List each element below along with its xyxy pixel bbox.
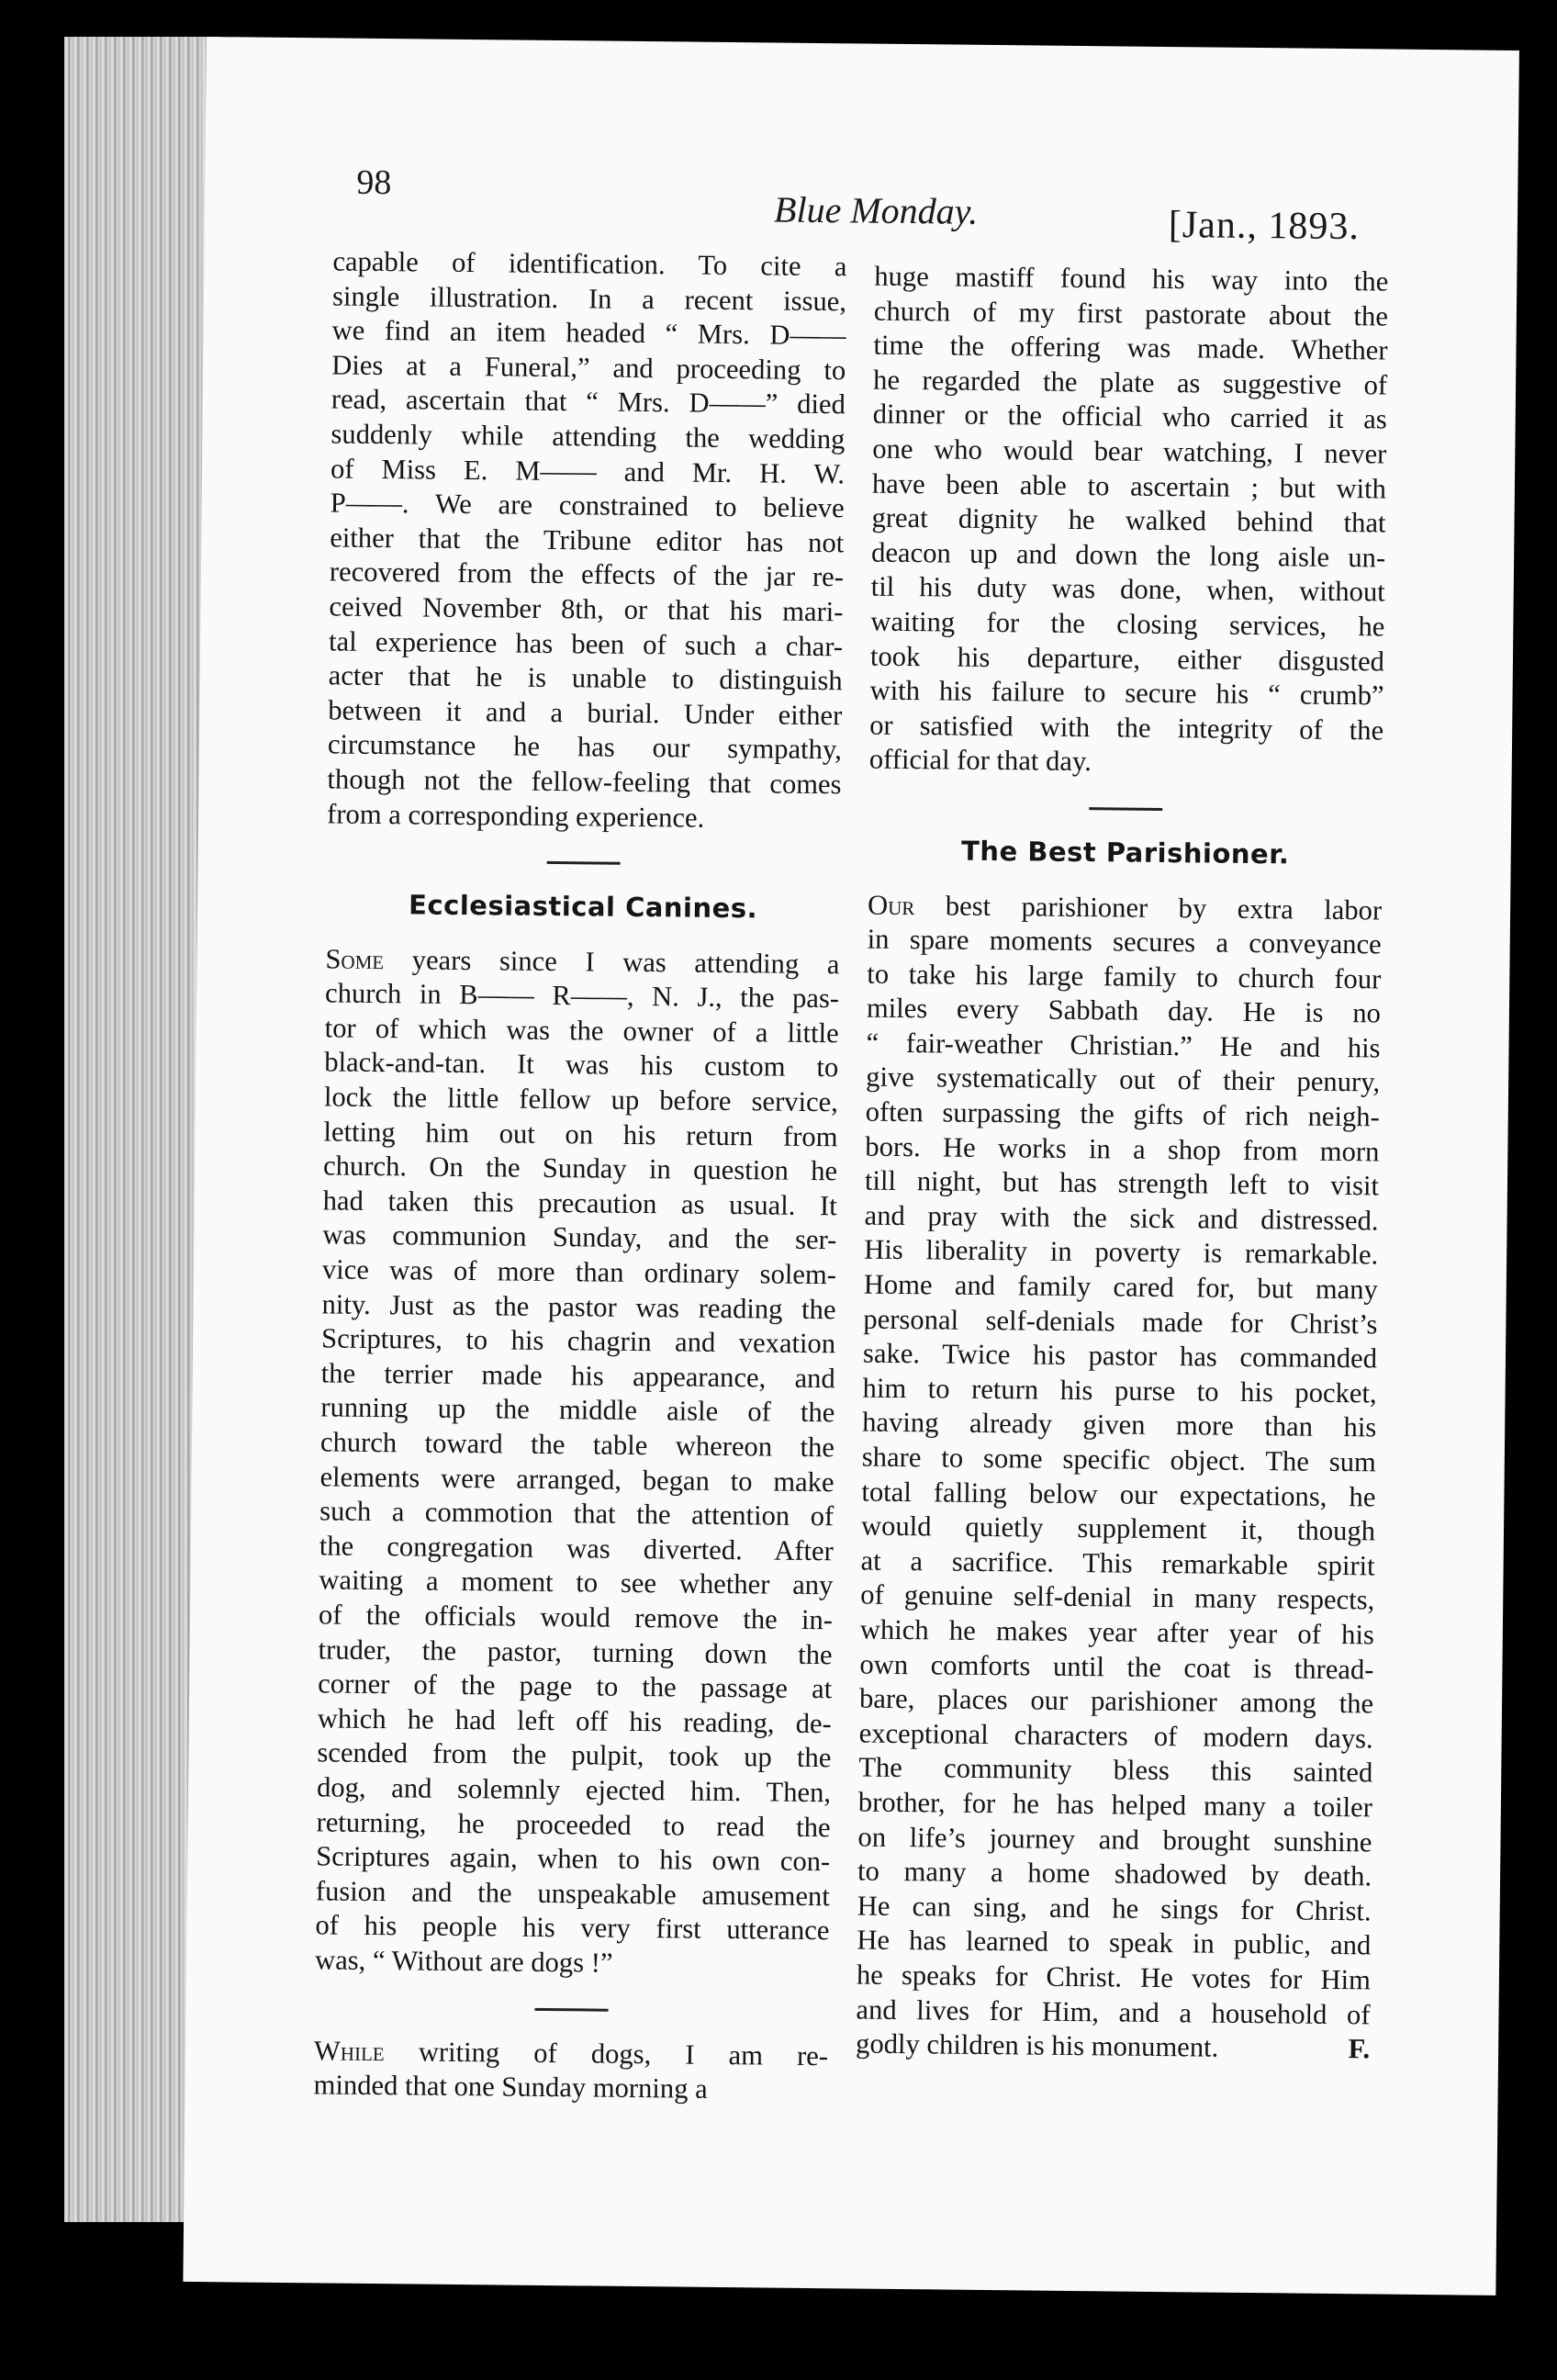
- line-text: between it and a burial. Under either: [328, 694, 843, 732]
- paper-sheet: [183, 37, 1519, 2296]
- text-line: [857, 1924, 1371, 1963]
- line-text: of Miss E. M—— and Mr. H. W.: [330, 453, 846, 489]
- line-text: bare, places our parishioner among the: [858, 1682, 1374, 1720]
- text-line: [858, 1751, 1372, 1791]
- line-text: Dies at a Funeral,” and proceeding to: [331, 349, 846, 387]
- line-text: deacon up and down the long aisle un-: [870, 536, 1386, 574]
- line-text: He has learned to speak in public, and: [857, 1924, 1372, 1961]
- text-line: [866, 1061, 1380, 1100]
- line-text: personal self-denials made for Christ’s: [863, 1303, 1378, 1341]
- text-line: [859, 1682, 1373, 1722]
- text-line: [869, 674, 1383, 713]
- text-line: [873, 398, 1387, 437]
- line-text: Scriptures, to his chagrin and vexation: [320, 1322, 836, 1360]
- line-text: till night, but has strength left to visit: [864, 1164, 1380, 1202]
- line-text: to take his large family to church four: [867, 958, 1382, 995]
- text-line: [319, 1460, 834, 1499]
- text-line: [863, 1302, 1377, 1342]
- line-text: capable of identification. To cite a: [332, 245, 847, 283]
- text-line: [866, 1026, 1380, 1065]
- text-line: [318, 1701, 832, 1741]
- text-line: [870, 639, 1384, 679]
- line-text: on life’s journey and brought sunshine: [857, 1821, 1372, 1858]
- text-line: [857, 1820, 1372, 1859]
- line-text: the congregation was diverted. After: [319, 1530, 834, 1567]
- line-text: in spare moments secures a conveyance: [867, 923, 1382, 960]
- text-line: [869, 708, 1383, 747]
- line-text: godly children is his monument.: [855, 2027, 1219, 2063]
- running-title: Blue Monday.: [773, 188, 979, 232]
- text-line: [867, 957, 1381, 996]
- line-text: either that the Tribune editor has not: [330, 522, 845, 559]
- line-text: bors. He works in a shop from morn: [865, 1130, 1380, 1168]
- text-line: [864, 1268, 1378, 1308]
- line-text: ceived November 8th, or that his mari-: [329, 590, 844, 628]
- line-text: one who would bear watching, I never: [872, 432, 1387, 470]
- line-text: great dignity he walked behind that: [871, 501, 1386, 539]
- line-text: and pray with the sick and distressed.: [864, 1199, 1379, 1237]
- line-text: we find an item headed “ Mrs. D——: [331, 314, 846, 352]
- line-text: waiting for the closing services, he: [870, 605, 1385, 643]
- line-text: often surpassing the gifts of rich neigh-: [865, 1095, 1380, 1133]
- text-line: [866, 1095, 1380, 1135]
- line-text: truder, the pastor, turning down the: [318, 1633, 833, 1670]
- text-line: [316, 1874, 830, 1914]
- text-line: [331, 348, 846, 387]
- line-text: was, “ Without are dogs !”: [314, 1944, 613, 1979]
- text-line: [864, 1198, 1378, 1238]
- line-text: share to some specific object. The sum: [861, 1441, 1376, 1478]
- text-line: [315, 1909, 829, 1948]
- text-line: [330, 452, 845, 491]
- text-line: [328, 693, 842, 733]
- text-line: [319, 1598, 833, 1637]
- line-text: have been able to ascertain ; but with: [871, 467, 1387, 505]
- line-text: Scriptures again, when to his own con-: [316, 1840, 831, 1878]
- line-text: miles every Sabbath day. He is no: [866, 992, 1382, 1029]
- text-line: [862, 1371, 1376, 1410]
- text-line: [329, 659, 843, 699]
- text-line: [322, 1218, 836, 1258]
- line-text: which he makes year after year of his: [859, 1613, 1375, 1651]
- section-title-ecclesiastical-canines: Ecclesiastical Canines.: [408, 889, 758, 925]
- line-text: of the officials would remove the in-: [318, 1599, 834, 1636]
- text-line: [324, 1080, 838, 1119]
- text-line: [321, 1287, 835, 1327]
- line-text: of his people his very first utterance: [315, 1909, 830, 1947]
- text-line: [868, 923, 1382, 962]
- text-line: [329, 589, 843, 629]
- line-text: P——. We are constrained to believe: [330, 487, 845, 524]
- line-text: circumstance he has our sympathy,: [327, 728, 843, 766]
- line-text: to many a home shadowed by death.: [857, 1855, 1372, 1892]
- line-text: he speaks for Christ. He votes for Him: [856, 1959, 1372, 1996]
- line-text: He can sing, and he sings for Christ.: [857, 1890, 1372, 1927]
- text-line: [859, 1647, 1373, 1687]
- line-text: church. On the Sunday in question he: [322, 1150, 838, 1187]
- right-column: [856, 260, 1389, 2067]
- text-line: [871, 501, 1385, 541]
- line-text: returning, he proceeded to read the: [316, 1805, 831, 1843]
- left-paragraph-1: [327, 244, 847, 836]
- line-text: single illustration. In a recent issue,: [331, 280, 847, 317]
- text-line: [320, 1391, 835, 1431]
- text-line: [317, 1770, 831, 1810]
- text-line: [324, 1046, 838, 1085]
- line-text: which he had left off his reading, de-: [317, 1702, 832, 1739]
- text-line: [329, 624, 843, 664]
- text-line: [330, 556, 844, 595]
- text-line: [332, 244, 846, 284]
- text-line: [874, 294, 1388, 333]
- line-text: acter that he is unable to distinguish: [328, 659, 843, 697]
- text-line: [865, 1164, 1379, 1204]
- line-text: recovered from the effects of the jar re-: [329, 556, 845, 593]
- text-line: [856, 1993, 1370, 2032]
- line-text: from a corresponding experience.: [326, 797, 705, 834]
- page-header: [207, 37, 1519, 249]
- line-text: church of my first pastorate about the: [873, 295, 1389, 332]
- text-line: [863, 1337, 1377, 1376]
- line-text: elements were arranged, began to make: [319, 1460, 835, 1498]
- line-text: years since I was attending a: [383, 943, 840, 980]
- text-line: [324, 1011, 838, 1050]
- text-line: [331, 314, 846, 354]
- line-text: such a commotion that the attention of: [319, 1495, 835, 1532]
- line-text: fusion and the unspeakable amusement: [315, 1875, 831, 1912]
- line-text: tal experience has been of such a char-: [328, 624, 844, 662]
- text-line: [857, 1855, 1372, 1894]
- line-text: or satisfied with the integrity of the: [869, 709, 1384, 747]
- text-line: [865, 1129, 1379, 1169]
- text-line: [319, 1564, 833, 1603]
- text-line: [871, 570, 1385, 610]
- line-text: The community bless this sainted: [858, 1751, 1373, 1789]
- text-line: [325, 977, 839, 1016]
- line-text: official for that day.: [868, 743, 1092, 778]
- text-line: [323, 1150, 837, 1189]
- line-text: waiting a moment to see whether any: [319, 1564, 834, 1601]
- text-line: [317, 1736, 831, 1776]
- line-text: brother, for he has helped many a toiler: [857, 1786, 1373, 1824]
- right-paragraph-2: [856, 888, 1382, 2067]
- text-line: [867, 992, 1381, 1031]
- line-text: til his duty was done, when, without: [870, 570, 1385, 608]
- text-line: [330, 417, 845, 456]
- text-line: [331, 383, 846, 422]
- left-paragraph-2: [315, 942, 840, 1983]
- line-text: would quietly supplement it, though: [860, 1510, 1376, 1547]
- issue-date: [Jan., 1893.: [1168, 203, 1361, 249]
- text-line: [857, 1958, 1371, 1997]
- line-text: having already given more than his: [862, 1406, 1377, 1443]
- line-text: dog, and solemnly ejected him. Then,: [316, 1771, 832, 1809]
- text-line: [858, 1785, 1372, 1824]
- line-text: though not the fellow-feeling that comes: [327, 763, 842, 801]
- text-line: [860, 1544, 1374, 1583]
- text-line: [330, 521, 844, 560]
- line-text: writing of dogs, I am re-: [384, 2035, 829, 2071]
- line-text: was communion Sunday, and the ser-: [322, 1218, 837, 1256]
- text-line: [323, 1184, 837, 1223]
- line-text: suddenly while attending the wedding: [330, 418, 846, 455]
- paragraph-lead-word: Some: [325, 943, 385, 975]
- line-text: corner of the page to the passage at: [318, 1667, 833, 1705]
- text-line: [316, 1805, 830, 1845]
- text-line: [870, 605, 1384, 645]
- text-line: [862, 1441, 1376, 1480]
- text-line: [330, 487, 844, 526]
- right-paragraph-1: [869, 260, 1389, 783]
- line-text: exceptional characters of modern days.: [858, 1717, 1373, 1755]
- line-text: sake. Twice his pastor has commanded: [862, 1337, 1378, 1375]
- text-line: [325, 942, 839, 982]
- text-line: [871, 535, 1385, 575]
- text-line: [872, 432, 1386, 472]
- author-signature: F.: [1348, 2033, 1371, 2065]
- text-line: [327, 762, 841, 802]
- text-line: [857, 1889, 1372, 1928]
- line-text: dinner or the official who carried it as: [872, 398, 1387, 435]
- section-divider: [547, 861, 621, 865]
- line-text: letting him out on his return from: [323, 1116, 838, 1152]
- left-paragraph-3: [313, 2034, 828, 2108]
- line-text: took his departure, either disgusted: [869, 640, 1385, 678]
- text-line: [861, 1510, 1375, 1549]
- line-text: best parishioner by extra labor: [914, 889, 1383, 926]
- paragraph-lead-word: While: [313, 2034, 385, 2067]
- text-line: [864, 1233, 1378, 1273]
- line-text: huge mastiff found his way into the: [874, 260, 1389, 298]
- line-text: time the offering was made. Whether: [873, 329, 1388, 366]
- line-text: running up the middle aisle of the: [320, 1391, 835, 1429]
- text-line: [868, 888, 1382, 927]
- text-line: [873, 329, 1387, 368]
- page-number: 98: [356, 163, 392, 203]
- text-line: [323, 1115, 837, 1154]
- text-line: [860, 1578, 1374, 1618]
- section-title-best-parishioner: The Best Parishioner.: [960, 835, 1290, 870]
- line-text: give systematically out of their penury,: [865, 1061, 1381, 1098]
- text-line: [332, 279, 846, 319]
- line-text: at a sacrifice. This remarkable spirit: [860, 1544, 1375, 1582]
- text-line: [320, 1425, 835, 1465]
- line-text: Home and family cared for, but many: [863, 1268, 1378, 1306]
- text-line: [319, 1529, 834, 1568]
- line-text: and lives for Him, and a household of: [856, 1993, 1371, 2030]
- line-text: church toward the table whereon the: [319, 1426, 835, 1464]
- text-line: [874, 260, 1388, 299]
- line-text: him to return his purse to his pocket,: [862, 1372, 1377, 1409]
- line-text: with his failure to secure his “ crumb”: [869, 674, 1384, 712]
- text-line: [321, 1356, 835, 1396]
- text-line: [862, 1406, 1376, 1445]
- paragraph-lead-word: Our: [867, 889, 915, 921]
- text-line: [313, 2068, 827, 2107]
- text-line: [321, 1322, 835, 1362]
- text-line: [318, 1633, 832, 1672]
- text-line: [314, 2034, 828, 2073]
- line-text: vice was of more than ordinary solem-: [321, 1253, 837, 1291]
- line-text: tor of which was the owner of a little: [324, 1012, 839, 1050]
- line-text: minded that one Sunday morning a: [313, 2069, 708, 2105]
- line-text: he regarded the plate as suggestive of: [872, 364, 1388, 401]
- line-text: the terrier made his appearance, and: [320, 1357, 835, 1395]
- line-text: church in B—— R——, N. J., the pas-: [324, 977, 840, 1015]
- text-line: [322, 1252, 836, 1292]
- left-column: [313, 244, 846, 2107]
- line-text: read, ascertain that “ Mrs. D——” died: [330, 383, 846, 421]
- text-line: [328, 728, 842, 768]
- text-line: [869, 743, 1383, 782]
- line-text: “ fair-weather Christian.” He and his: [866, 1027, 1381, 1064]
- line-text: black-and-tan. It was his custom to: [324, 1046, 839, 1083]
- line-text: total falling below our expectations, he: [861, 1476, 1376, 1513]
- line-text: had taken this precaution as usual. It: [322, 1184, 837, 1222]
- line-text: nity. Just as the pastor was reading the: [321, 1288, 836, 1325]
- text-line: [873, 363, 1387, 402]
- text-line: [316, 1839, 830, 1879]
- line-text: scended from the pulpit, took up the: [317, 1736, 832, 1774]
- text-line: [315, 1943, 829, 1982]
- text-line: [319, 1495, 834, 1534]
- line-text: lock the little fellow up before service,: [323, 1081, 839, 1118]
- section-divider: [535, 2007, 609, 2011]
- text-line: [327, 797, 841, 836]
- text-line: [858, 1716, 1372, 1756]
- line-text: His liberality in poverty is remarkable.: [864, 1234, 1379, 1271]
- text-line: [861, 1475, 1375, 1514]
- line-text: of genuine self-denial in many respects,: [860, 1578, 1375, 1616]
- text-line: [318, 1667, 832, 1707]
- line-text: own comforts until the coat is thread-: [859, 1648, 1374, 1685]
- text-line: [860, 1613, 1374, 1653]
- text-line: [856, 2027, 1370, 2067]
- section-divider: [1089, 807, 1162, 811]
- text-line: [872, 466, 1386, 506]
